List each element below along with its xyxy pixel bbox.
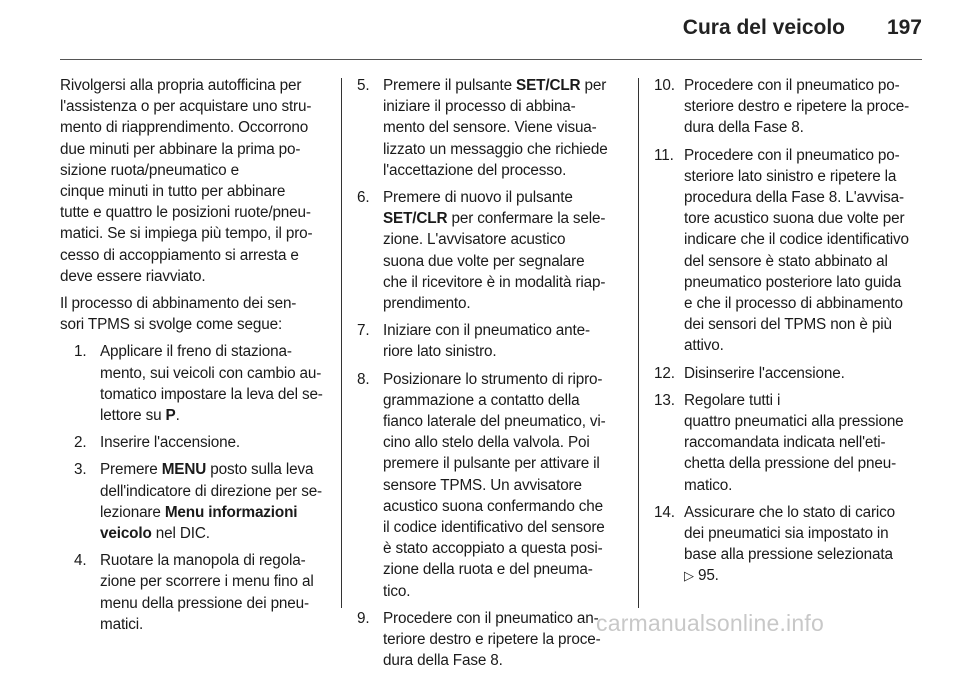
list-number: 4. (74, 552, 87, 570)
list-item (357, 187, 625, 314)
list-text: Premere di nuovo il pulsante SET/CLR per confermare la sele- zione. L'avvisatore acustico suona due volte per segnalare che il ricevitore è in modalità riap- prendimento. (383, 189, 606, 313)
list-text: Posizionare lo strumento di ripro- grammazione a contatto della fianco laterale del pneumatico, vi- cino allo stelo della valvola. Poi premere il pulsante per attivare il sensore TPMS. Un avvisatore acustico suona confermando che il codice identificativo del sensore è stato accoppiato a questa posi- zione della ruota e del pneuma- tico. (383, 370, 606, 600)
text-column-2 (357, 75, 625, 677)
list-number: 7. (357, 322, 370, 340)
list-text: Applicare il freno di staziona- mento, sui veicoli con cambio au- tomatico impostare la leva del se- lettore su P. (100, 343, 323, 425)
gear-position-p: P (165, 407, 176, 425)
list-item (654, 390, 922, 496)
list-number: 13. (654, 391, 675, 409)
list-number: 2. (74, 434, 87, 452)
list-number: 3. (74, 461, 87, 479)
text-column-3 (654, 75, 922, 593)
list-number: 11. (654, 146, 674, 164)
list-item (654, 363, 922, 384)
list-text: Procedere con il pneumatico an- teriore destro e ripetere la proce- dura della Fase 8. (383, 609, 601, 670)
process-intro-paragraph: Il processo di abbinamento dei sen- sori TPMS si svolge come segue: (60, 295, 297, 334)
list-text: Procedere con il pneumatico po- steriore destro e ripetere la proce- dura della Fase 8. (684, 77, 910, 137)
list-item (357, 608, 625, 672)
list-item (60, 459, 328, 544)
column-divider (638, 78, 639, 608)
column-divider (341, 78, 342, 608)
list-item (357, 320, 625, 362)
list-item (654, 502, 922, 587)
list-text: Iniziare con il pneumatico ante- riore lato sinistro. (383, 322, 590, 361)
list-number: 8. (357, 370, 370, 388)
page-reference-link[interactable]: 95. (697, 567, 719, 585)
list-text: Ruotare la manopola di regola- zione per scorrere i menu fino al menu della pressione dei pneu- matici. (100, 552, 314, 633)
list-item (654, 75, 922, 139)
list-text: Regolare tutti i quattro pneumatici alla pressione raccomandata indicata nell'eti- chetta della pressione del pneu- matico. (684, 391, 904, 494)
list-number: 12. (654, 364, 675, 382)
menu-button-label: MENU (161, 461, 207, 479)
list-item (654, 145, 922, 357)
menu-name-label: Menu informazioni (164, 503, 298, 521)
list-text: Inserire l'accensione. (100, 434, 240, 452)
list-item (60, 550, 328, 635)
list-item (357, 75, 625, 181)
page-header-title: Cura del veicolo (682, 16, 845, 39)
list-item (357, 369, 625, 602)
watermark: carmanualsonline.info (596, 610, 824, 636)
list-number: 1. (74, 343, 87, 361)
set-clr-button-label: SET/CLR (516, 77, 581, 94)
list-number: 10. (654, 77, 675, 94)
list-number: 5. (357, 77, 370, 94)
set-clr-button-label: SET/CLR (383, 210, 448, 228)
list-text: Premere il pulsante SET/CLR per iniziare il processo di abbina- mento del sensore. Viene visua- lizzato un messaggio che richiede l'accettazione del processo. (383, 77, 608, 179)
header-rule (60, 59, 922, 60)
list-text: Procedere con il pneumatico po- steriore lato sinistro e ripetere la procedura della Fase 8. L'avvisa- tore acustico suona due volte per indicare che il codice identificativo del sensore è stato abbinato al pneumatico posteriore lato guida e che il processo di abbinamento dei sensori del TPMS non è più attivo. (684, 146, 909, 355)
list-text: Premere MENU posto sulla leva dell'indicatore di direzione per se- lezionare Menu informazioni veicolo nel DIC. (100, 461, 322, 543)
list-number: 14. (654, 503, 675, 521)
list-item (60, 341, 328, 426)
list-text: Disinserire l'accensione. (684, 364, 845, 382)
list-item (60, 432, 328, 453)
list-number: 6. (357, 189, 370, 207)
list-number: 9. (357, 609, 370, 627)
menu-name-label-cont: veicolo (100, 525, 152, 543)
intro-paragraph: Rivolgersi alla propria autofficina per l'assistenza o per acquistare uno stru- mento di riapprendimento. Occorrono due minuti per abbinare la prima po- sizione ruota/pneumatico e cinque minuti in tutto per abbinare tutte e quattro le posizioni ruote/pneu- matici. Se si impiega più tempo, il pro- cesso di accoppiamento si arresta e deve essere riavviato. (60, 77, 313, 285)
page-number: 197 (886, 16, 922, 39)
list-text: Assicurare che lo stato di carico dei pneumatici sia impostato in base alla pressione selezionata ▷ 95. (684, 503, 895, 585)
text-column-1 (60, 75, 328, 641)
page-reference-icon[interactable]: ▷ (684, 568, 694, 584)
